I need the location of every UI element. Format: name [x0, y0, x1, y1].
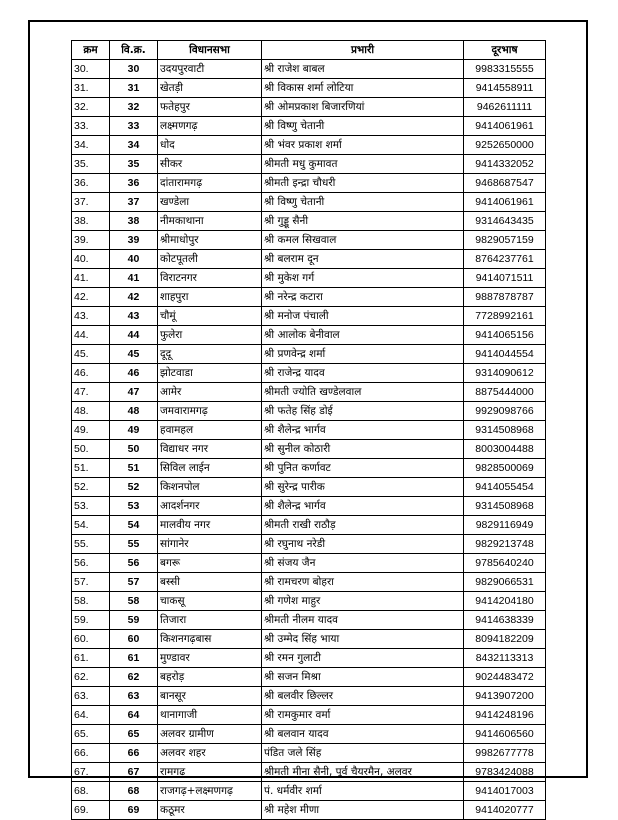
table-row [72, 174, 546, 193]
constituency-name-cell: सिविल लाईन [158, 459, 262, 478]
table-row [72, 516, 546, 535]
serial-cell: 36. [72, 174, 110, 193]
serial-cell: 41. [72, 269, 110, 288]
serial-cell: 35. [72, 155, 110, 174]
constituency-name-cell: चौमूं [158, 307, 262, 326]
phone-cell: 8432113313 [464, 649, 546, 668]
constituency-number-cell: 55 [110, 535, 158, 554]
table-row [72, 782, 546, 801]
incharge-name-cell: श्री प्रणवेन्द्र शर्मा [262, 345, 464, 364]
constituency-name-cell: विद्याधर नगर [158, 440, 262, 459]
table-row [72, 687, 546, 706]
serial-cell: 64. [72, 706, 110, 725]
serial-cell: 59. [72, 611, 110, 630]
serial-cell: 61. [72, 649, 110, 668]
phone-cell: 9414017003 [464, 782, 546, 801]
incharge-name-cell: श्री सुरेन्द्र पारीक [262, 478, 464, 497]
serial-cell: 46. [72, 364, 110, 383]
incharge-name-cell: श्री संजय जैन [262, 554, 464, 573]
serial-cell: 63. [72, 687, 110, 706]
incharge-name-cell: श्री विष्णु चेतानी [262, 117, 464, 136]
table-row [72, 497, 546, 516]
table-row [72, 554, 546, 573]
phone-cell: 9314643435 [464, 212, 546, 231]
table-row [72, 307, 546, 326]
constituency-name-cell: धोद [158, 136, 262, 155]
phone-cell: 9414558911 [464, 79, 546, 98]
table-row [72, 79, 546, 98]
phone-cell: 9414044554 [464, 345, 546, 364]
serial-cell: 57. [72, 573, 110, 592]
table-row [72, 231, 546, 250]
constituency-number-cell: 32 [110, 98, 158, 117]
serial-cell: 62. [72, 668, 110, 687]
constituency-name-cell: फुलेरा [158, 326, 262, 345]
incharge-name-cell: श्री मनोज पंचाली [262, 307, 464, 326]
constituency-name-cell: लक्ष्मणगढ़ [158, 117, 262, 136]
phone-cell: 9983315555 [464, 60, 546, 79]
constituency-name-cell: फतेहपुर [158, 98, 262, 117]
serial-cell: 42. [72, 288, 110, 307]
table-row [72, 421, 546, 440]
serial-cell: 54. [72, 516, 110, 535]
constituency-number-cell: 57 [110, 573, 158, 592]
constituency-name-cell: दांतारामगढ़ [158, 174, 262, 193]
constituency-number-cell: 68 [110, 782, 158, 801]
constituency-number-cell: 67 [110, 763, 158, 782]
serial-cell: 52. [72, 478, 110, 497]
serial-cell: 58. [72, 592, 110, 611]
constituency-number-cell: 66 [110, 744, 158, 763]
constituency-name-cell: जमवारामगढ़ [158, 402, 262, 421]
table-row [72, 459, 546, 478]
table-row [72, 345, 546, 364]
serial-cell: 51. [72, 459, 110, 478]
serial-cell: 32. [72, 98, 110, 117]
constituency-name-cell: आमेर [158, 383, 262, 402]
table-row [72, 193, 546, 212]
serial-cell: 60. [72, 630, 110, 649]
constituency-name-cell: अलवर शहर [158, 744, 262, 763]
serial-cell: 40. [72, 250, 110, 269]
constituency-number-cell: 37 [110, 193, 158, 212]
incharge-name-cell: श्री विकास शर्मा लोटिया [262, 79, 464, 98]
serial-cell: 50. [72, 440, 110, 459]
constituency-name-cell: तिजारा [158, 611, 262, 630]
table-header-row [72, 41, 546, 60]
phone-cell: 9414606560 [464, 725, 546, 744]
serial-cell: 49. [72, 421, 110, 440]
header-constituency: विधानसभा [158, 41, 262, 60]
incharge-name-cell: श्रीमती मीना सैनी, पूर्व चैयरमैन, अलवर [262, 763, 464, 782]
table-row [72, 383, 546, 402]
constituency-name-cell: बानसूर [158, 687, 262, 706]
constituency-name-cell: विराटनगर [158, 269, 262, 288]
table-row [72, 706, 546, 725]
constituency-name-cell: बस्सी [158, 573, 262, 592]
constituency-name-cell: सीकर [158, 155, 262, 174]
serial-cell: 37. [72, 193, 110, 212]
incharge-name-cell: श्री बलवीर छिल्लर [262, 687, 464, 706]
constituency-name-cell: चाकसू [158, 592, 262, 611]
incharge-name-cell: श्री उम्मेद सिंह भाया [262, 630, 464, 649]
phone-cell: 9982677778 [464, 744, 546, 763]
phone-cell: 9828500069 [464, 459, 546, 478]
phone-cell: 9414332052 [464, 155, 546, 174]
table-row [72, 725, 546, 744]
incharge-name-cell: श्रीमती ज्योति खण्डेलवाल [262, 383, 464, 402]
constituency-name-cell: कठूमर [158, 801, 262, 820]
header-phone: दूरभाष [464, 41, 546, 60]
incharge-name-cell: श्री पुनित कर्णावट [262, 459, 464, 478]
table-row [72, 478, 546, 497]
constituency-name-cell: किशनगढ़बास [158, 630, 262, 649]
table-row [72, 288, 546, 307]
constituency-number-cell: 34 [110, 136, 158, 155]
constituency-number-cell: 51 [110, 459, 158, 478]
constituency-name-cell: राजगढ़+लक्ष्मणगढ़ [158, 782, 262, 801]
incharge-name-cell: श्री रघुनाथ नरेडी [262, 535, 464, 554]
constituency-number-cell: 48 [110, 402, 158, 421]
constituency-name-cell: मालवीय नगर [158, 516, 262, 535]
constituency-number-cell: 40 [110, 250, 158, 269]
incharge-name-cell: श्री रमन गुलाटी [262, 649, 464, 668]
incharge-name-cell: श्री सुनील कोठारी [262, 440, 464, 459]
serial-cell: 39. [72, 231, 110, 250]
phone-cell: 8094182209 [464, 630, 546, 649]
constituency-number-cell: 58 [110, 592, 158, 611]
incharge-name-cell: श्री आलोक बेनीवाल [262, 326, 464, 345]
phone-cell: 9829116949 [464, 516, 546, 535]
serial-cell: 33. [72, 117, 110, 136]
table-row [72, 269, 546, 288]
table-row [72, 535, 546, 554]
incharge-name-cell: श्रीमती इन्द्रा चौधरी [262, 174, 464, 193]
table-row [72, 117, 546, 136]
serial-cell: 34. [72, 136, 110, 155]
serial-cell: 56. [72, 554, 110, 573]
phone-cell: 9414061961 [464, 117, 546, 136]
constituency-number-cell: 65 [110, 725, 158, 744]
constituency-name-cell: खण्डेला [158, 193, 262, 212]
phone-cell: 9929098766 [464, 402, 546, 421]
incharge-name-cell: श्री महेश मीणा [262, 801, 464, 820]
phone-cell: 9414065156 [464, 326, 546, 345]
serial-cell: 55. [72, 535, 110, 554]
phone-cell: 9414020777 [464, 801, 546, 820]
constituency-number-cell: 60 [110, 630, 158, 649]
constituency-name-cell: श्रीमाधोपुर [158, 231, 262, 250]
constituency-number-cell: 56 [110, 554, 158, 573]
header-constituency-number: वि.क्र. [110, 41, 158, 60]
serial-cell: 38. [72, 212, 110, 231]
incharge-name-cell: श्रीमती नीलम यादव [262, 611, 464, 630]
phone-cell: 9414204180 [464, 592, 546, 611]
incharge-name-cell: श्री रामचरण बोहरा [262, 573, 464, 592]
table-row [72, 763, 546, 782]
constituency-number-cell: 33 [110, 117, 158, 136]
phone-cell: 9252650000 [464, 136, 546, 155]
constituency-number-cell: 36 [110, 174, 158, 193]
table-row [72, 98, 546, 117]
phone-cell: 9829066531 [464, 573, 546, 592]
constituency-number-cell: 50 [110, 440, 158, 459]
constituency-name-cell: नीमकाथाना [158, 212, 262, 231]
constituency-number-cell: 30 [110, 60, 158, 79]
constituency-name-cell: थानागाजी [158, 706, 262, 725]
incharge-name-cell: श्री गुड्डू सैनी [262, 212, 464, 231]
header-incharge: प्रभारी [262, 41, 464, 60]
table-row [72, 250, 546, 269]
serial-cell: 67. [72, 763, 110, 782]
phone-cell: 9024483472 [464, 668, 546, 687]
incharge-name-cell: श्री विष्णु चेतानी [262, 193, 464, 212]
incharge-name-cell: श्रीमती मधु कुमावत [262, 155, 464, 174]
table-row [72, 801, 546, 820]
table-row [72, 364, 546, 383]
phone-cell: 9829057159 [464, 231, 546, 250]
incharge-name-cell: श्री सजन मिश्रा [262, 668, 464, 687]
incharge-name-cell: श्री फतेह सिंह डोई [262, 402, 464, 421]
phone-cell: 9468687547 [464, 174, 546, 193]
serial-cell: 43. [72, 307, 110, 326]
incharge-name-cell: श्री शैलेन्द्र भार्गव [262, 421, 464, 440]
incharge-name-cell: पंडित जले सिंह [262, 744, 464, 763]
constituency-name-cell: रामगढ़ [158, 763, 262, 782]
table-row [72, 649, 546, 668]
constituency-number-cell: 43 [110, 307, 158, 326]
phone-cell: 9413907200 [464, 687, 546, 706]
constituency-number-cell: 45 [110, 345, 158, 364]
incharge-name-cell: पं. धर्मवीर शर्मा [262, 782, 464, 801]
header-serial: क्रम [72, 41, 110, 60]
incharge-name-cell: श्री ओमप्रकाश बिजारणियां [262, 98, 464, 117]
constituency-number-cell: 64 [110, 706, 158, 725]
constituency-name-cell: कोटपूतली [158, 250, 262, 269]
serial-cell: 45. [72, 345, 110, 364]
table-row [72, 668, 546, 687]
table-row [72, 212, 546, 231]
constituency-name-cell: बहरोड़ [158, 668, 262, 687]
incharge-name-cell: श्री नरेन्द्र कटारा [262, 288, 464, 307]
phone-cell: 8003004488 [464, 440, 546, 459]
constituency-name-cell: शाहपुरा [158, 288, 262, 307]
table-row [72, 326, 546, 345]
incharge-name-cell: श्री भंवर प्रकाश शर्मा [262, 136, 464, 155]
phone-cell: 9414061961 [464, 193, 546, 212]
serial-cell: 66. [72, 744, 110, 763]
incharge-name-cell: श्री गणेश माहुर [262, 592, 464, 611]
constituency-name-cell: आदर्शनगर [158, 497, 262, 516]
constituency-number-cell: 46 [110, 364, 158, 383]
constituency-number-cell: 44 [110, 326, 158, 345]
phone-cell: 9414248196 [464, 706, 546, 725]
table-row [72, 630, 546, 649]
phone-cell: 9414638339 [464, 611, 546, 630]
constituency-number-cell: 61 [110, 649, 158, 668]
constituency-number-cell: 35 [110, 155, 158, 174]
table-row [72, 402, 546, 421]
serial-cell: 48. [72, 402, 110, 421]
table-row [72, 136, 546, 155]
phone-cell: 8875444000 [464, 383, 546, 402]
constituency-name-cell: अलवर ग्रामीण [158, 725, 262, 744]
phone-cell: 9829213748 [464, 535, 546, 554]
phone-cell: 9462611111 [464, 98, 546, 117]
table-row [72, 155, 546, 174]
table-row [72, 60, 546, 79]
phone-cell: 9314090612 [464, 364, 546, 383]
serial-cell: 68. [72, 782, 110, 801]
serial-cell: 31. [72, 79, 110, 98]
constituency-name-cell: खेतड़ी [158, 79, 262, 98]
table-row [72, 573, 546, 592]
table-row [72, 592, 546, 611]
table-body [72, 60, 546, 820]
constituency-number-cell: 53 [110, 497, 158, 516]
constituency-number-cell: 42 [110, 288, 158, 307]
phone-cell: 9414055454 [464, 478, 546, 497]
phone-cell: 9785640240 [464, 554, 546, 573]
table-row [72, 440, 546, 459]
constituency-number-cell: 47 [110, 383, 158, 402]
constituency-number-cell: 69 [110, 801, 158, 820]
constituency-number-cell: 41 [110, 269, 158, 288]
constituency-name-cell: दूदू [158, 345, 262, 364]
serial-cell: 65. [72, 725, 110, 744]
incharge-name-cell: श्री मुकेश गर्ग [262, 269, 464, 288]
constituency-number-cell: 49 [110, 421, 158, 440]
incharge-name-cell: श्री शैलेन्द्र भार्गव [262, 497, 464, 516]
constituency-name-cell: किशनपोल [158, 478, 262, 497]
constituency-name-cell: उदयपुरवाटी [158, 60, 262, 79]
constituency-number-cell: 31 [110, 79, 158, 98]
phone-cell: 7728992161 [464, 307, 546, 326]
phone-cell: 9314508968 [464, 497, 546, 516]
incharge-name-cell: श्री बलवान यादव [262, 725, 464, 744]
constituency-name-cell: झोटवाडा [158, 364, 262, 383]
constituency-name-cell: बगरू [158, 554, 262, 573]
incharge-name-cell: श्री राजेश बाबल [262, 60, 464, 79]
constituency-number-cell: 54 [110, 516, 158, 535]
table-row [72, 744, 546, 763]
constituency-number-cell: 39 [110, 231, 158, 250]
incharge-name-cell: श्री बलराम दून [262, 250, 464, 269]
incharge-name-cell: श्री राजेन्द्र यादव [262, 364, 464, 383]
serial-cell: 30. [72, 60, 110, 79]
incharge-name-cell: श्री कमल सिखवाल [262, 231, 464, 250]
constituency-name-cell: हवामहल [158, 421, 262, 440]
serial-cell: 44. [72, 326, 110, 345]
incharge-table [71, 40, 546, 820]
constituency-name-cell: सांगानेर [158, 535, 262, 554]
phone-cell: 8764237761 [464, 250, 546, 269]
serial-cell: 69. [72, 801, 110, 820]
phone-cell: 9314508968 [464, 421, 546, 440]
constituency-number-cell: 59 [110, 611, 158, 630]
constituency-name-cell: मुण्डावर [158, 649, 262, 668]
serial-cell: 53. [72, 497, 110, 516]
incharge-name-cell: श्री रामकुमार वर्मा [262, 706, 464, 725]
phone-cell: 9414071511 [464, 269, 546, 288]
incharge-name-cell: श्रीमती राखी राठौड़ [262, 516, 464, 535]
constituency-number-cell: 62 [110, 668, 158, 687]
table-row [72, 611, 546, 630]
serial-cell: 47. [72, 383, 110, 402]
phone-cell: 9887878787 [464, 288, 546, 307]
constituency-number-cell: 52 [110, 478, 158, 497]
constituency-number-cell: 38 [110, 212, 158, 231]
phone-cell: 9783424088 [464, 763, 546, 782]
constituency-number-cell: 63 [110, 687, 158, 706]
